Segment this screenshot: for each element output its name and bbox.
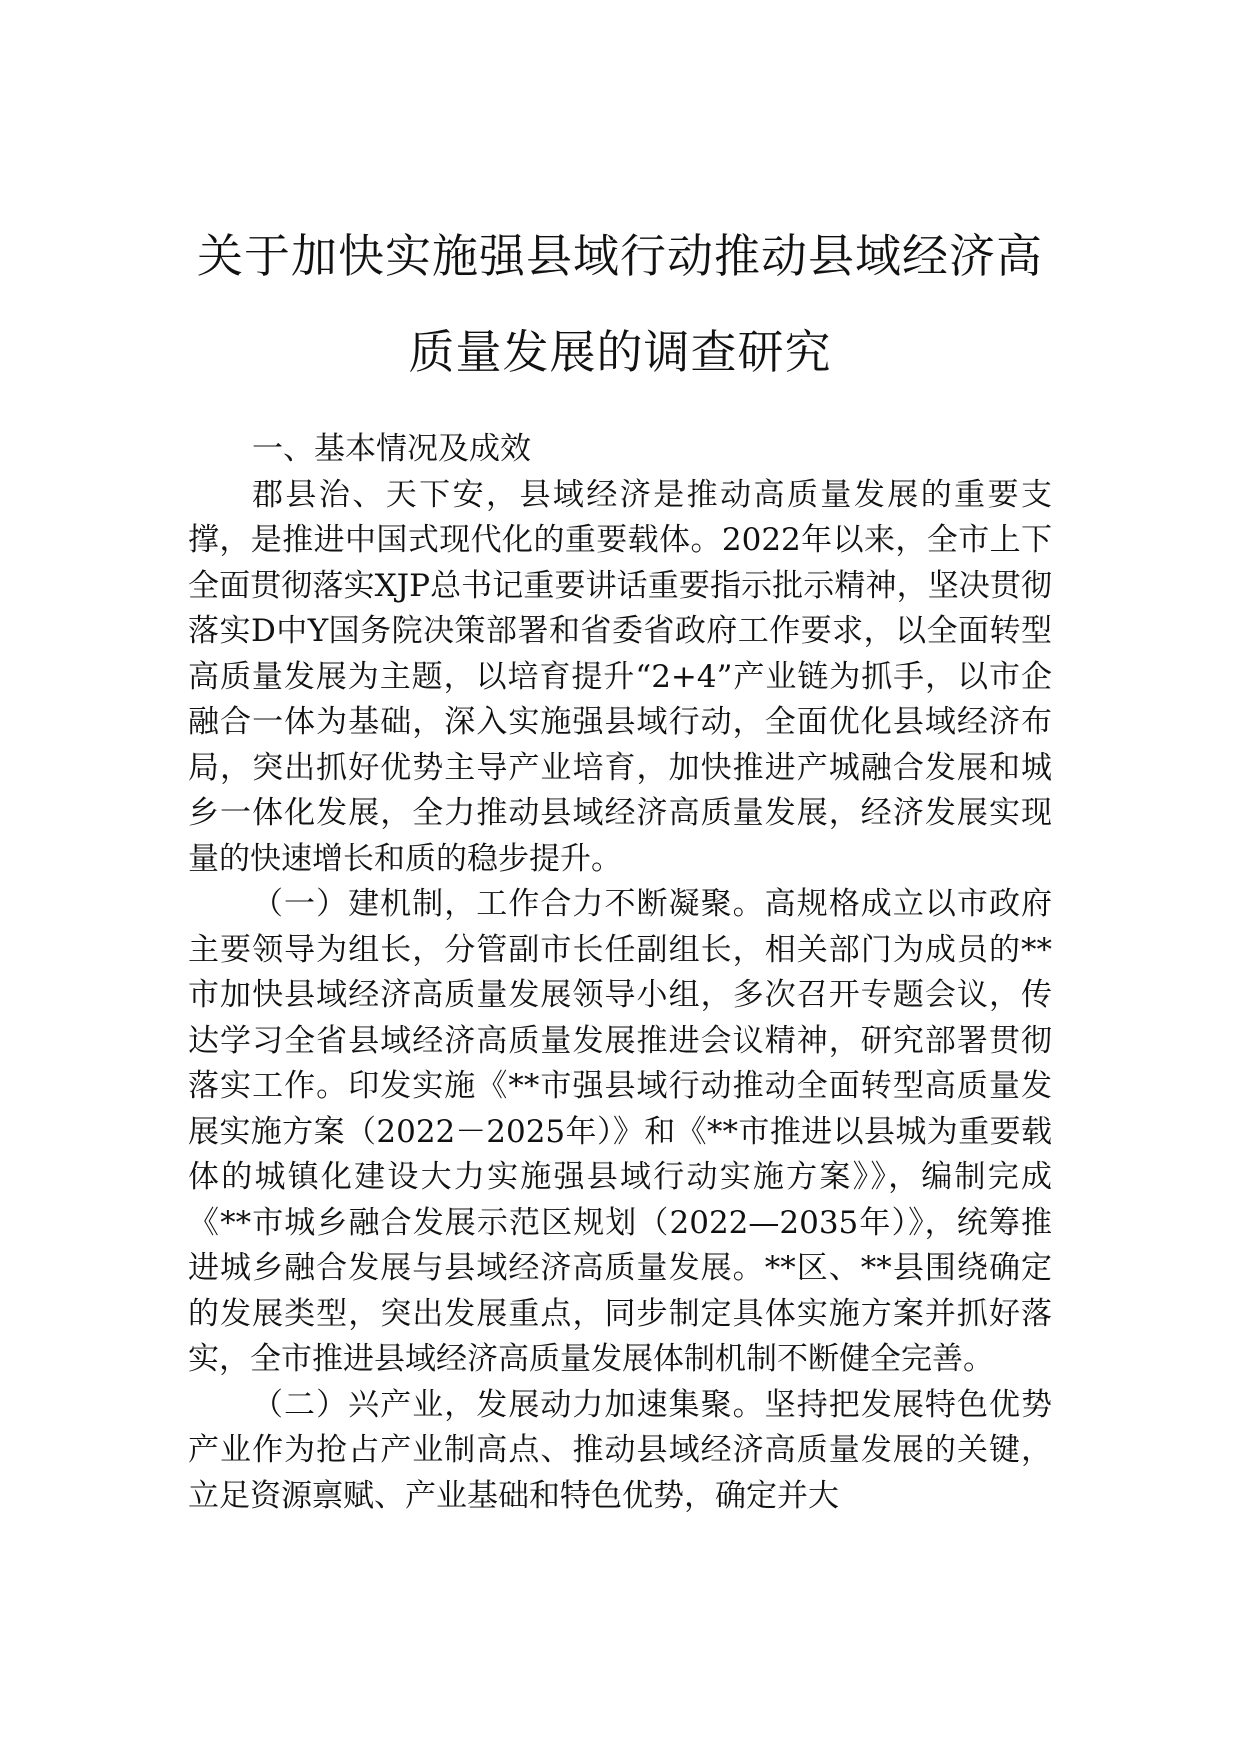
document-title [160, 208, 1080, 400]
paragraph-mechanism: （一）建机制，工作合力不断凝聚。高规格成立以市政府主要领导为组长，分管副市长任副组长，相关部门为成员的**市加快县域经济高质量发展领导小组，多次召开专题会议，传达学习全省县域经济高质量发展推进会议精神，研究部署贯彻落实工作。印发实施《**市强县域行动推动全面转型高质量发展实施方案（2022－2025年）》和《**市推进以县城为重要载体的城镇化建设大力实施强县域行动实施方案》》，编制完成《**市城乡融合发展示范区规划（2022—2035年）》，统筹推进城乡融合发展与县域经济高质量发展。**区、**县围绕确定的发展类型，突出发展重点，同步制定具体实施方案并抓好落实，全市推进县域经济高质量发展体制机制不断健全完善。 [188, 886, 1052, 1377]
title-line-1: 关于加快实施强县域行动推动县域经济高 [197, 229, 1043, 283]
section-heading-basic-situation: 一、基本情况及成效 [252, 431, 531, 467]
document-body [188, 427, 1052, 1519]
paragraph-industry: （二）兴产业，发展动力加速集聚。坚持把发展特色优势产业作为抢占产业制高点、推动县域经济高质量发展的关键，立足资源禀赋、产业基础和特色优势，确定并大 [188, 1386, 1052, 1514]
title-line-2: 质量发展的调查研究 [408, 325, 832, 379]
paragraph-intro: 郡县治、天下安，县域经济是推动高质量发展的重要支撑，是推进中国式现代化的重要载体。2022年以来，全市上下全面贯彻落实XJP总书记重要讲话重要指示批示精神，坚决贯彻落实D中Y国务院决策部署和省委省政府工作要求，以全面转型高质量发展为主题，以培育提升“2+4”产业链为抓手，以市企融合一体为基础，深入实施强县域行动，全面优化县域经济布局，突出抓好优势主导产业培育，加快推进产城融合发展和城乡一体化发展，全力推动县域经济高质量发展，经济发展实现量的快速增长和质的稳步提升。 [188, 476, 1052, 877]
